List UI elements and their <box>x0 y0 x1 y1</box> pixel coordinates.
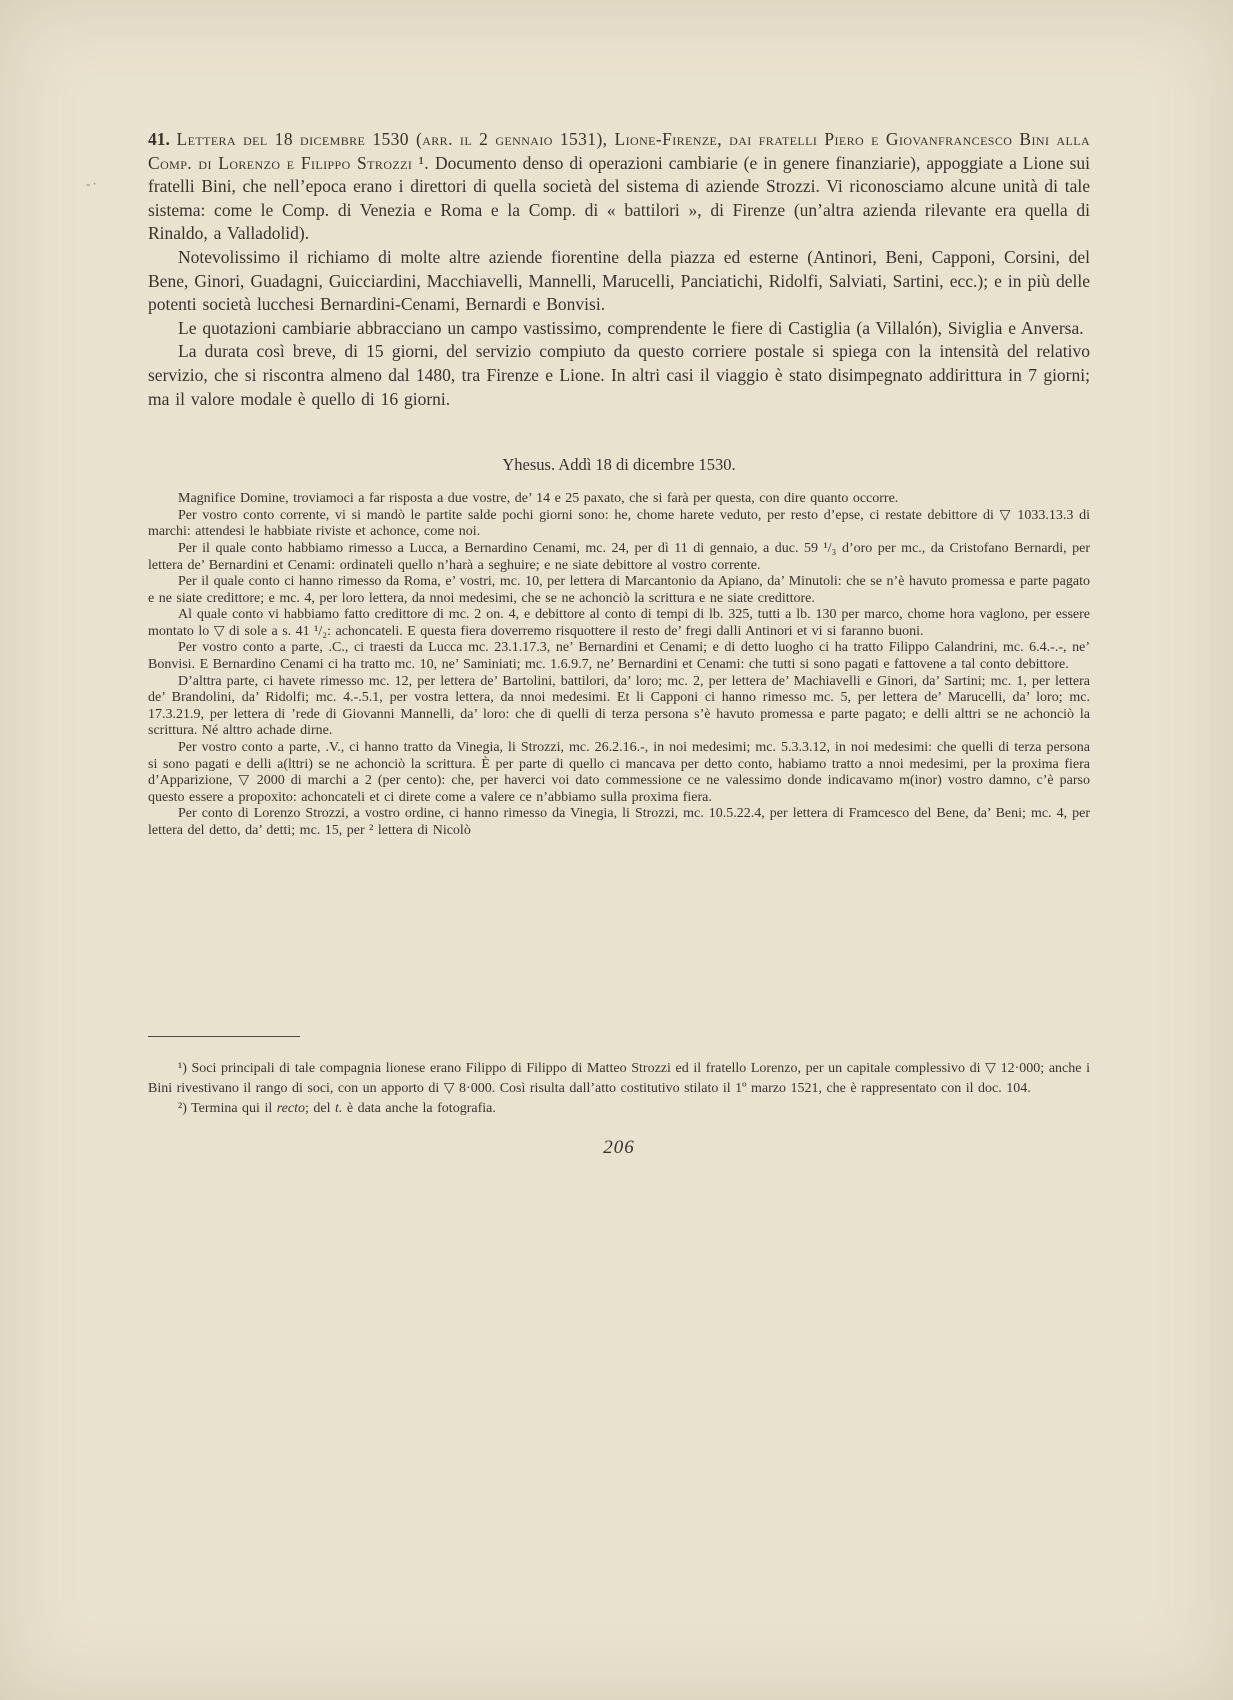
letter-paragraph: Per vostro conto a parte, .V., ci hanno tratto da Vinegia, li Strozzi, mc. 26.2.16.-, in noi medesimi; mc. 5.3.3.12, in noi medesimi: che quelli di terza persona si sono pagati e delli a(lttri) se ne achonciò la scrittura. È per parte di quello ci mancava per detto conto, habiamo tratto a nnoi medesimi, per la proxima fiera d’Apparizione, ▽ 2000 di marchi a 2 (per cento): che, per haverci voi dato commessione ce ne valessimo donde indicavamo m(inor) vostro damno, c’è parso questo essere a propoxito: achoncateli et ci direte come a valere ce n’abbiamo sulla proxima fiera. <box>148 740 1090 805</box>
entry-title: Lettera del 18 dicembre 1530 (arr. il 2 gennaio 1531), Lione-Firenze, dai fratelli Piero e Giovanfrancesco Bini alla Comp. di Lorenzo e Filippo Strozzi ¹. <box>148 129 1091 173</box>
letter-paragraph: Per il quale conto habbiamo rimesso a Lucca, a Bernardino Cenami, mc. 24, per dì 11 di gennaio, a duc. 59 ¹/₃ d’oro per mc., da Cristofano Bernardi, per lettera de’ Bernardini et Cenami: ordinateli quello n’harà a seghuire; e ne siate debittore al vostro corrente. <box>148 540 1090 573</box>
footnote-2 <box>148 1099 1090 1119</box>
footnote-2-text: ; del <box>304 1100 335 1116</box>
letter-paragraph: Per il quale conto ci hanno rimesso da Roma, e’ vostri, mc. 10, per lettera di Marcantonio da Apiano, da’ Minutoli: che se n’è havuto promessa e parte pagato e ne siate credittore; e mc. 4, per loro lettera, da nnoi medesimi, che se ne achonciò la scrittura e ne siate credittore. <box>148 574 1090 606</box>
headnote-paragraph: La durata così breve, di 15 giorni, del servizio compiuto da questo corriere postale si spiega con la intensità del relativo servizio, che si riscontra almeno dal 1480, tra Firenze e Lione. In altri casi il viaggio è stato disimpegnato addirittura in 7 giorni; ma il valore modale è quello di 16 giorni. <box>148 341 1090 409</box>
entry-number: 41. <box>148 129 170 149</box>
footnotes-section <box>148 1036 1090 1159</box>
headnote-paragraph: Notevolissimo il richiamo di molte altre aziende fiorentine della piazza ed esterne (Antinori, Beni, Capponi, Corsini, del Bene, Ginori, Guadagni, Guicciardini, Macchiavelli, Mannelli, Marucelli, Panciatichi, Ridolfi, Salviati, Sartini, ecc.); e in più delle potenti società lucchesi Bernardini-Cenami, Bernardi e Bonvisi. <box>148 246 1090 315</box>
footnote-2-text: ²) Termina qui il <box>178 1100 277 1116</box>
footnote-2-italic-t: t. <box>334 1100 343 1116</box>
footnote-2-text: è data anche la fotografia. <box>342 1100 496 1116</box>
letter-transcription <box>148 491 1090 839</box>
entry-title-continuation: Documento denso di operazioni cambiarie (e in genere finanziarie), appoggiate a Lione sui fratelli Bini, che nell’epoca erano i direttori di quella società del sistema di aziende Strozzi. Vi riconosciamo alcune unità di tale sistema: come le Comp. di Venezia e Roma e la Comp. di « battilori », di Firenze (un’altra azienda rilevante era quella di Rinaldo, a Valladolid). <box>148 152 1090 244</box>
letter-paragraph: Magnifice Domine, troviamoci a far risposta a due vostre, de’ 14 e 25 paxato, che si farà per questa, con dire quanto occorre. <box>178 491 899 507</box>
letter-paragraph: Al quale conto vi habbiamo fatto credittore di mc. 2 on. 4, e debittore al conto di tempi di lb. 325, tutti a lb. 130 per marco, chome hora vaglono, per essere montato lo ▽ di sole a s. 41 ¹/₂: achoncateli. E questa fiera doverremo risquottere il resto de’ fregi dalli Antinori et vi si faranno buoni. <box>148 607 1090 639</box>
headnote-paragraph: Le quotazioni cambiarie abbracciano un campo vastissimo, comprendente le fiere di Castiglia (a Villalón), Siviglia e Anversa. <box>178 317 1084 338</box>
letter-paragraph: Per conto di Lorenzo Strozzi, a vostro ordine, ci hanno rimesso da Vinegia, li Strozzi, mc. 10.5.22.4, per lettera di Framcesco del Bene, da’ Beni; mc. 4, per lettera del detto, da’ detti; mc. 15, per ² lettera di Nicolò <box>148 806 1090 838</box>
footnote-separator-rule <box>148 1036 300 1037</box>
page-number: 206 <box>603 1136 635 1158</box>
editorial-headnote <box>148 128 1090 411</box>
letter-paragraph: D’alttra parte, ci havete rimesso mc. 12, per lettera de’ Bartolini, battilori, da’ loro; mc. 2, per lettera de’ Machiavelli e Ginori, da’ Sartini; mc. 1, per lettera de’ Brandolini, da’ Ridolfi; mc. 4.-.5.1, per vostra lettera, da nnoi medesimi. Et li Capponi ci hanno rimesso mc. 5, per lettera de’ Marucelli, da’ loro; mc. 17.3.21.9, per lettera di ’rede di Giovanni Mannelli, da’ loro: che di quelli di terza persona s’è havuto promessa e parte pagato; e delli alttri se ne achonciò la scrittura. Né alttro achade dirne. <box>148 673 1090 739</box>
footnote-2-italic-recto: recto <box>276 1100 305 1116</box>
letter-paragraph: Per vostro conto corrente, vi si mandò le partite salde pochi giorni sono: he, chome harete veduto, per resto d’epse, ci restate debittore di ▽ 1033.13.3 di marchi: attendesi le habbiate riviste et achonce, come noi. <box>148 507 1090 540</box>
letter-dateline: Yhesus. Addì 18 di dicembre 1530. <box>502 455 736 475</box>
letter-paragraph: Per vostro conto a parte, .C., ci traesti da Lucca mc. 23.1.17.3, ne’ Bernardini et Cenami; e di detto luogho ci ha tratto Filippo Calandrini, mc. 6.4.-.-, ne’ Bonvisi. E Bernardino Cenami ci ha tratto mc. 10, ne’ Saminiati; mc. 1.6.9.7, ne’ Bernardini et Cenami: che tutti si sono pagati e fattovene a tal conto debittore. <box>148 640 1090 673</box>
headnote-title-paragraph <box>148 128 1090 246</box>
footnote-1: ¹) Soci principali di tale compagnia lionese erano Filippo di Filippo di Matteo Strozzi ed il fratello Lorenzo, per un capitale complessivo di ▽ 12·000; anche i Bini rivestivano il rango di soci, con un apporto di ▽ 8·000. Così risulta dall’atto costitutivo stilato il 1º marzo 1521, che è rappresentato con il doc. 104. <box>148 1060 1090 1096</box>
page-content <box>148 128 1090 1159</box>
margin-pencil-mark: -· <box>86 176 99 191</box>
